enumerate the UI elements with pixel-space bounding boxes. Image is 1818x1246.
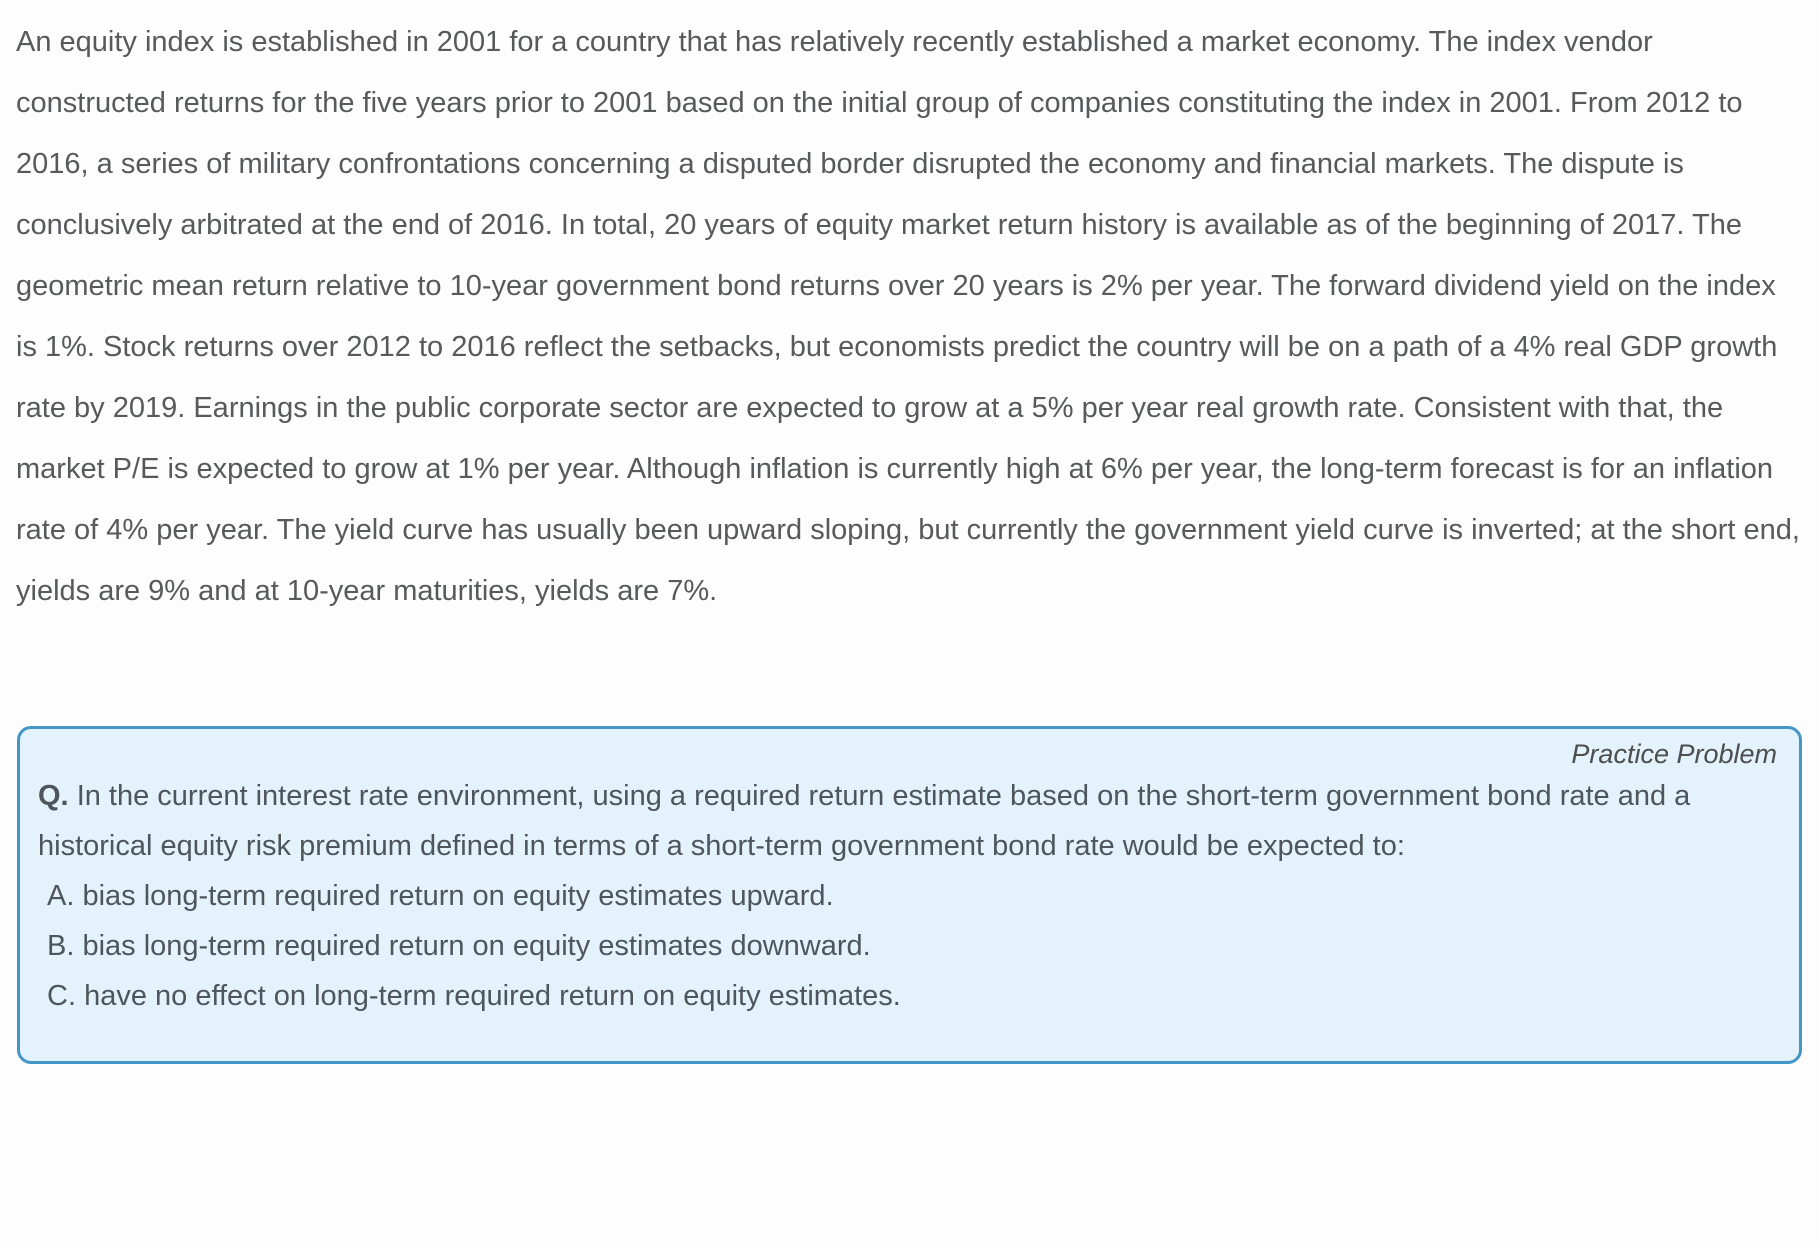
practice-problem-label: Practice Problem (1571, 739, 1777, 769)
practice-problem-box (17, 726, 1802, 1064)
option-letter: C. (47, 980, 76, 1012)
question-prefix: Q. (38, 780, 69, 812)
answer-option-c (38, 971, 1781, 1021)
option-text: bias long-term required return on equity estimates downward. (82, 930, 871, 962)
option-letter: A. (47, 880, 75, 912)
option-text: have no effect on long-term required return on equity estimates. (84, 980, 901, 1012)
option-text: bias long-term required return on equity estimates upward. (82, 880, 834, 912)
option-letter: B. (47, 930, 75, 962)
answer-option-a (38, 871, 1781, 921)
question-text: In the current interest rate environment, using a required return estimate based on the short-term government bond rate and a historical equity risk premium defined in terms of a short-term government bond rate would be expected to: (38, 780, 1691, 862)
question (38, 771, 1781, 871)
answer-option-b (38, 921, 1781, 971)
case-paragraph: An equity index is established in 2001 for a country that has relatively recently established a market economy. The index vendor constructed returns for the five years prior to 2001 based on the initial group of companies constituting the index in 2001. From 2012 to 2016, a series of military confrontations concerning a disputed border disrupted the economy and financial markets. The dispute is conclusively arbitrated at the end of 2016. In total, 20 years of equity market return history is available as of the beginning of 2017. The geometric mean return relative to 10-year government bond returns over 20 years is 2% per year. The forward dividend yield on the index is 1%. Stock returns over 2012 to 2016 reflect the setbacks, but economists predict the country will be on a path of a 4% real GDP growth rate by 2019. Earnings in the public corporate sector are expected to grow at a 5% per year real growth rate. Consistent with that, the market P/E is expected to grow at 1% per year. Although inflation is currently high at 6% per year, the long-term forecast is for an inflation rate of 4% per year. The yield curve has usually been upward sloping, but currently the government yield curve is inverted; at the short end, yields are 9% and at 10-year maturities, yields are 7%. (16, 26, 1800, 607)
